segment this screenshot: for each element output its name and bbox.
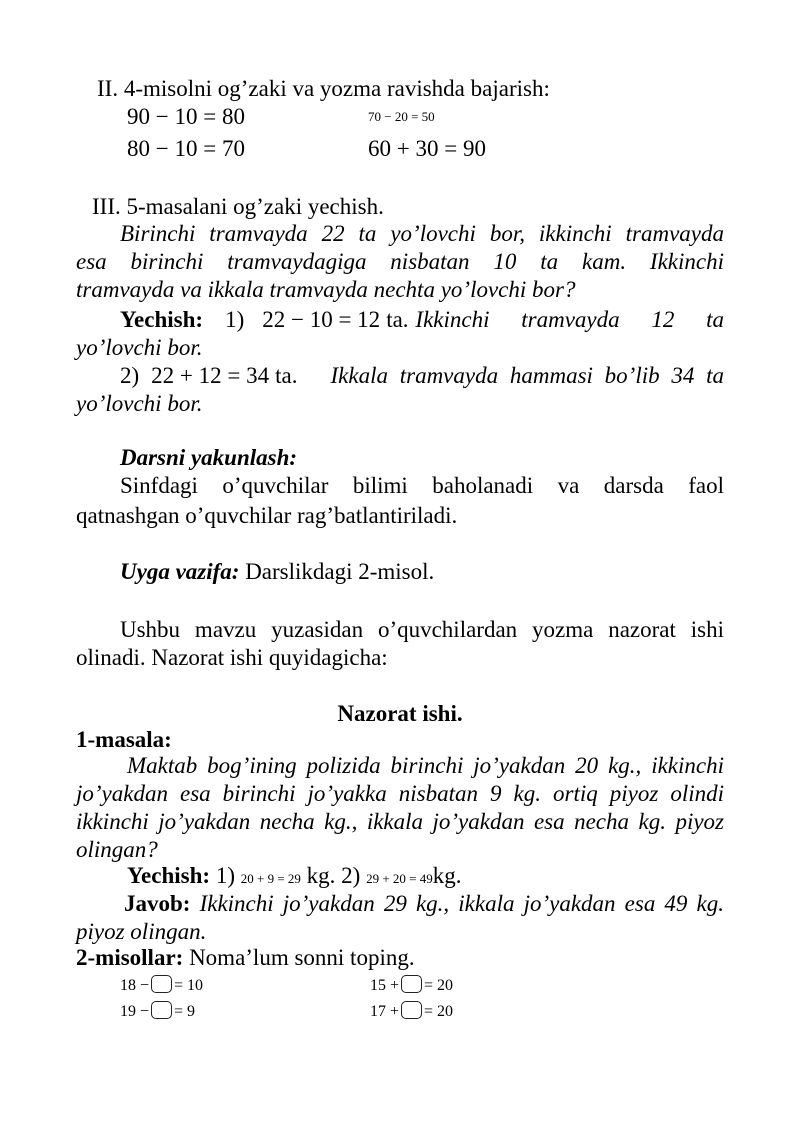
intro-text: Ushbu mavzu yuzasidan o’quvchilardan yozma nazorat ishi	[120, 617, 724, 642]
step-text: yo’lovchi bor.	[76, 391, 203, 416]
summary-heading: Darsni yakunlash:	[120, 445, 298, 470]
step-unit: kg.	[432, 863, 462, 888]
step-text: Ikkala tramvayda hammasi bo’lib 34 ta	[330, 363, 724, 388]
step-number: 1)	[225, 307, 245, 332]
exercise	[120, 972, 203, 1000]
homework-text: Darslikdagi 2-misol.	[245, 559, 435, 584]
javob-label: Javob:	[124, 891, 191, 916]
answer-box	[151, 1001, 172, 1019]
task-1-label: 1-masala:	[76, 727, 172, 752]
problem-text: tramvayda va ikkala tramvayda nechta yo’lovchi bor?	[76, 277, 576, 302]
exercise	[370, 998, 453, 1026]
step-number: 2)	[120, 363, 140, 388]
answer-box	[401, 1001, 422, 1019]
task-2	[76, 944, 415, 972]
exercise-left: 15 +	[370, 977, 400, 994]
solution-step-2	[120, 362, 724, 390]
step-equation: 22 − 10 = 12	[262, 307, 381, 332]
summary-text: qatnashgan o’quvchilar rag’batlantiriladi.	[76, 503, 458, 528]
exercise-right: = 9	[174, 1003, 196, 1020]
exercise-left: 19 −	[120, 1003, 150, 1020]
test-title: Nazorat ishi.	[337, 701, 463, 726]
exercise-right: = 20	[424, 1003, 454, 1020]
equation: 80 − 10 = 70	[127, 136, 245, 161]
equation: 70 − 20 = 50	[368, 109, 435, 124]
exercise-left: 18 −	[120, 977, 150, 994]
task-1-solution	[127, 862, 462, 893]
answer-line	[124, 890, 724, 918]
problem-text: Birinchi tramvayda 22 ta yo’lovchi bor, ikkinchi tramvayda	[120, 221, 724, 246]
step-unit: kg. 2)	[306, 863, 361, 888]
step-equation: 22 + 12 = 34	[151, 363, 270, 388]
exercise-right: = 10	[174, 977, 204, 994]
equation: 90 − 10 = 80	[127, 104, 245, 129]
answer-box	[151, 975, 172, 993]
task-2-label: 2-misollar:	[76, 945, 184, 970]
step-equation: 29 + 20 = 49	[366, 871, 433, 886]
task-1-text: ikkinchi jo’yakdan necha kg., ikkala jo’yakdan esa necha kg. piyoz	[76, 809, 724, 834]
step-number: 1)	[215, 863, 235, 888]
step-unit: ta.	[386, 307, 409, 332]
solution-step-1	[120, 306, 724, 334]
task-1-text: jo’yakdan esa birinchi jo’yakka nisbatan 9 kg. ortiq piyoz olindi	[76, 781, 724, 806]
equation: 60 + 30 = 90	[368, 136, 486, 161]
exercise-left: 17 +	[370, 1003, 400, 1020]
step-equation: 20 + 9 = 29	[240, 871, 301, 886]
task-1-text: olingan?	[76, 837, 158, 862]
yechish-label: Yechish:	[120, 307, 204, 332]
exercise	[120, 998, 195, 1026]
task-1-text: Maktab bog’ining polizida birinchi jo’yakdan 20 kg., ikkinchi	[127, 753, 724, 778]
homework-label: Uyga vazifa:	[120, 559, 240, 584]
step-text: Ikkinchi tramvayda 12 ta	[415, 307, 724, 332]
task-2-text: Noma’lum sonni toping.	[189, 945, 415, 970]
summary-text: Sinfdagi o’quvchilar bilimi baholanadi va darsda faol	[120, 473, 724, 498]
exercise	[370, 972, 453, 1000]
section-ii-heading: II. 4-misolni og’zaki va yozma ravishda bajarish:	[97, 76, 550, 101]
step-text: yo’lovchi bor.	[76, 335, 203, 360]
yechish-label: Yechish:	[127, 863, 211, 888]
section-iii-heading: III. 5-masalani og’zaki yechish.	[92, 194, 384, 219]
answer-text: Ikkinchi jo’yakdan 29 kg., ikkala jo’yakdan esa 49 kg.	[199, 891, 725, 916]
answer-box	[401, 975, 422, 993]
step-unit: ta.	[275, 363, 298, 388]
problem-text: esa birinchi tramvaydagiga nisbatan 10 ta kam. Ikkinchi	[76, 249, 724, 274]
answer-text: piyoz olingan.	[76, 919, 207, 944]
exercise-right: = 20	[424, 977, 454, 994]
intro-text: olinadi. Nazorat ishi quyidagicha:	[76, 645, 388, 670]
homework	[120, 558, 434, 586]
